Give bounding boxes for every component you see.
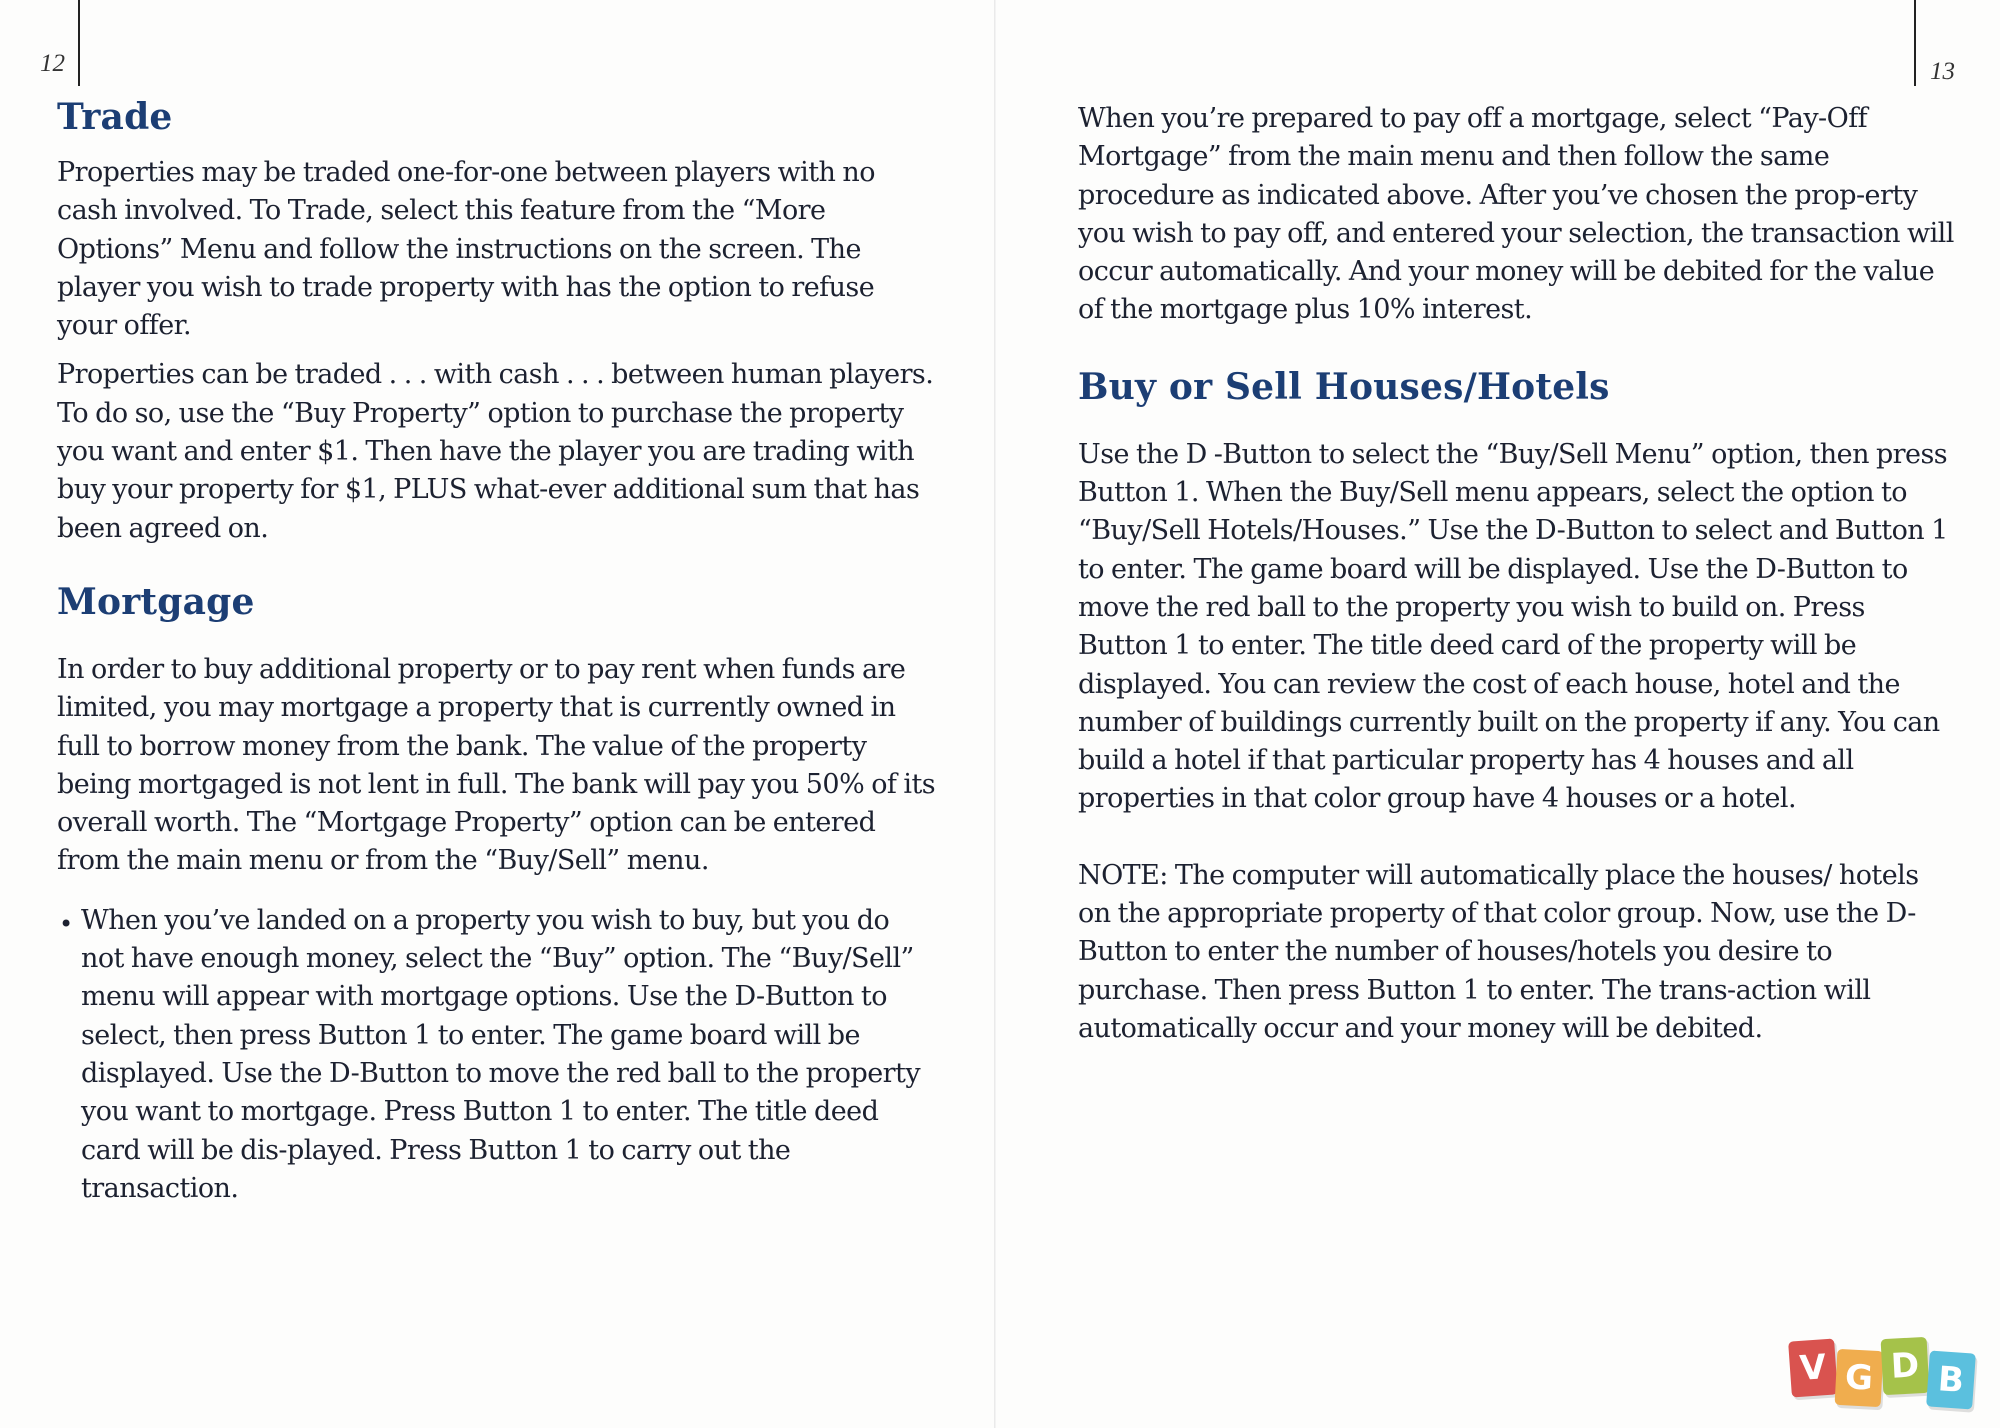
mortgage-bullet-item — [57, 902, 937, 1208]
logo-tile-d: D — [1881, 1337, 1930, 1395]
right-column — [1078, 100, 1958, 1048]
trade-paragraph-2: Properties can be traded . . . with cash . . . between human players. To do so, use the “Buy Property” option to purchase the property you want and enter $1. Then have the player you are trading with buy your property for $1, PLUS what-ever additional sum that has been agreed on. — [57, 359, 934, 544]
logo-tile-v: V — [1788, 1338, 1838, 1397]
left-column — [57, 96, 937, 1208]
mortgage-bullet-text: When you’ve landed on a property you wish to buy, but you do not have enough money, select the “Buy” option. The “Buy/Sell” menu will appear with mortgage options. Use the D-Button to select, then press Button 1 to enter. The game board will be displayed. Use the D-Button to move the red ball to the property you want to mortgage. Press Button 1 to enter. The title deed card will be dis-played. Press Button 1 to carry out the transaction. — [81, 904, 921, 1204]
mortgage-paragraph: In order to buy additional property or to pay rent when funds are limited, you may mortgage a property that is currently owned in full to borrow money from the bank. The value of the property being mortgaged is not lent in full. The bank will pay you 50% of its overall worth. The “Mortgage Property” option can be entered from the main menu or from the “Buy/Sell” menu. — [57, 653, 936, 877]
bullet-dot-icon: • — [59, 909, 74, 938]
section-heading-trade: Trade — [57, 96, 173, 138]
note-paragraph: NOTE: The computer will automatically place the houses/ hotels on the appropriate property of that color group. Now, use the D-Button to enter the number of houses/hotels you desire to purchase. Then press Button 1 to enter. The trans-action will automatically occur and your money will be debited. — [1078, 859, 1919, 1044]
payoff-paragraph: When you’re prepared to pay off a mortgage, select “Pay-Off Mortgage” from the main menu and then follow the same procedure as indicated above. After you’ve chosen the prop-erty you wish to pay off, and entered your selection, the transaction will occur automatically. And your money will be debited for the value of the mortgage plus 10% interest. — [1078, 103, 1954, 326]
page-margin-rule — [1914, 0, 1916, 86]
buy-sell-paragraph: Use the D -Button to select the “Buy/Sell Menu” option, then press Button 1. When the Buy/Sell menu appears, select the option to “Buy/Sell Hotels/Houses.” Use the D-Button to select and Button 1 to enter. The game board will be displayed. Use the D-Button to move the red ball to the property you wish to build on. Press Button 1 to enter. The title deed card of the property will be displayed. You can review the cost of each house, hotel and the number of buildings currently built on the property if any. You can build a hotel if that particular property has 4 houses and all properties in that color group have 4 houses or a hotel. — [1078, 438, 1948, 815]
section-heading-buy-sell: Buy or Sell Houses/Hotels — [1078, 365, 1610, 408]
page-margin-rule — [78, 0, 80, 86]
vgdb-watermark-logo — [1790, 1340, 1980, 1410]
left-page — [0, 0, 996, 1428]
section-heading-mortgage: Mortgage — [57, 580, 255, 623]
page-number: 13 — [1930, 58, 1955, 85]
logo-tile-g: G — [1835, 1349, 1884, 1407]
trade-paragraph-1: Properties may be traded one-for-one between players with no cash involved. To Trade, select this feature from the “More Options” Menu and follow the instructions on the screen. The player you wish to trade property with has the option to refuse your offer. — [57, 157, 875, 342]
page-number: 12 — [40, 50, 65, 77]
logo-tile-b: B — [1926, 1350, 1976, 1409]
